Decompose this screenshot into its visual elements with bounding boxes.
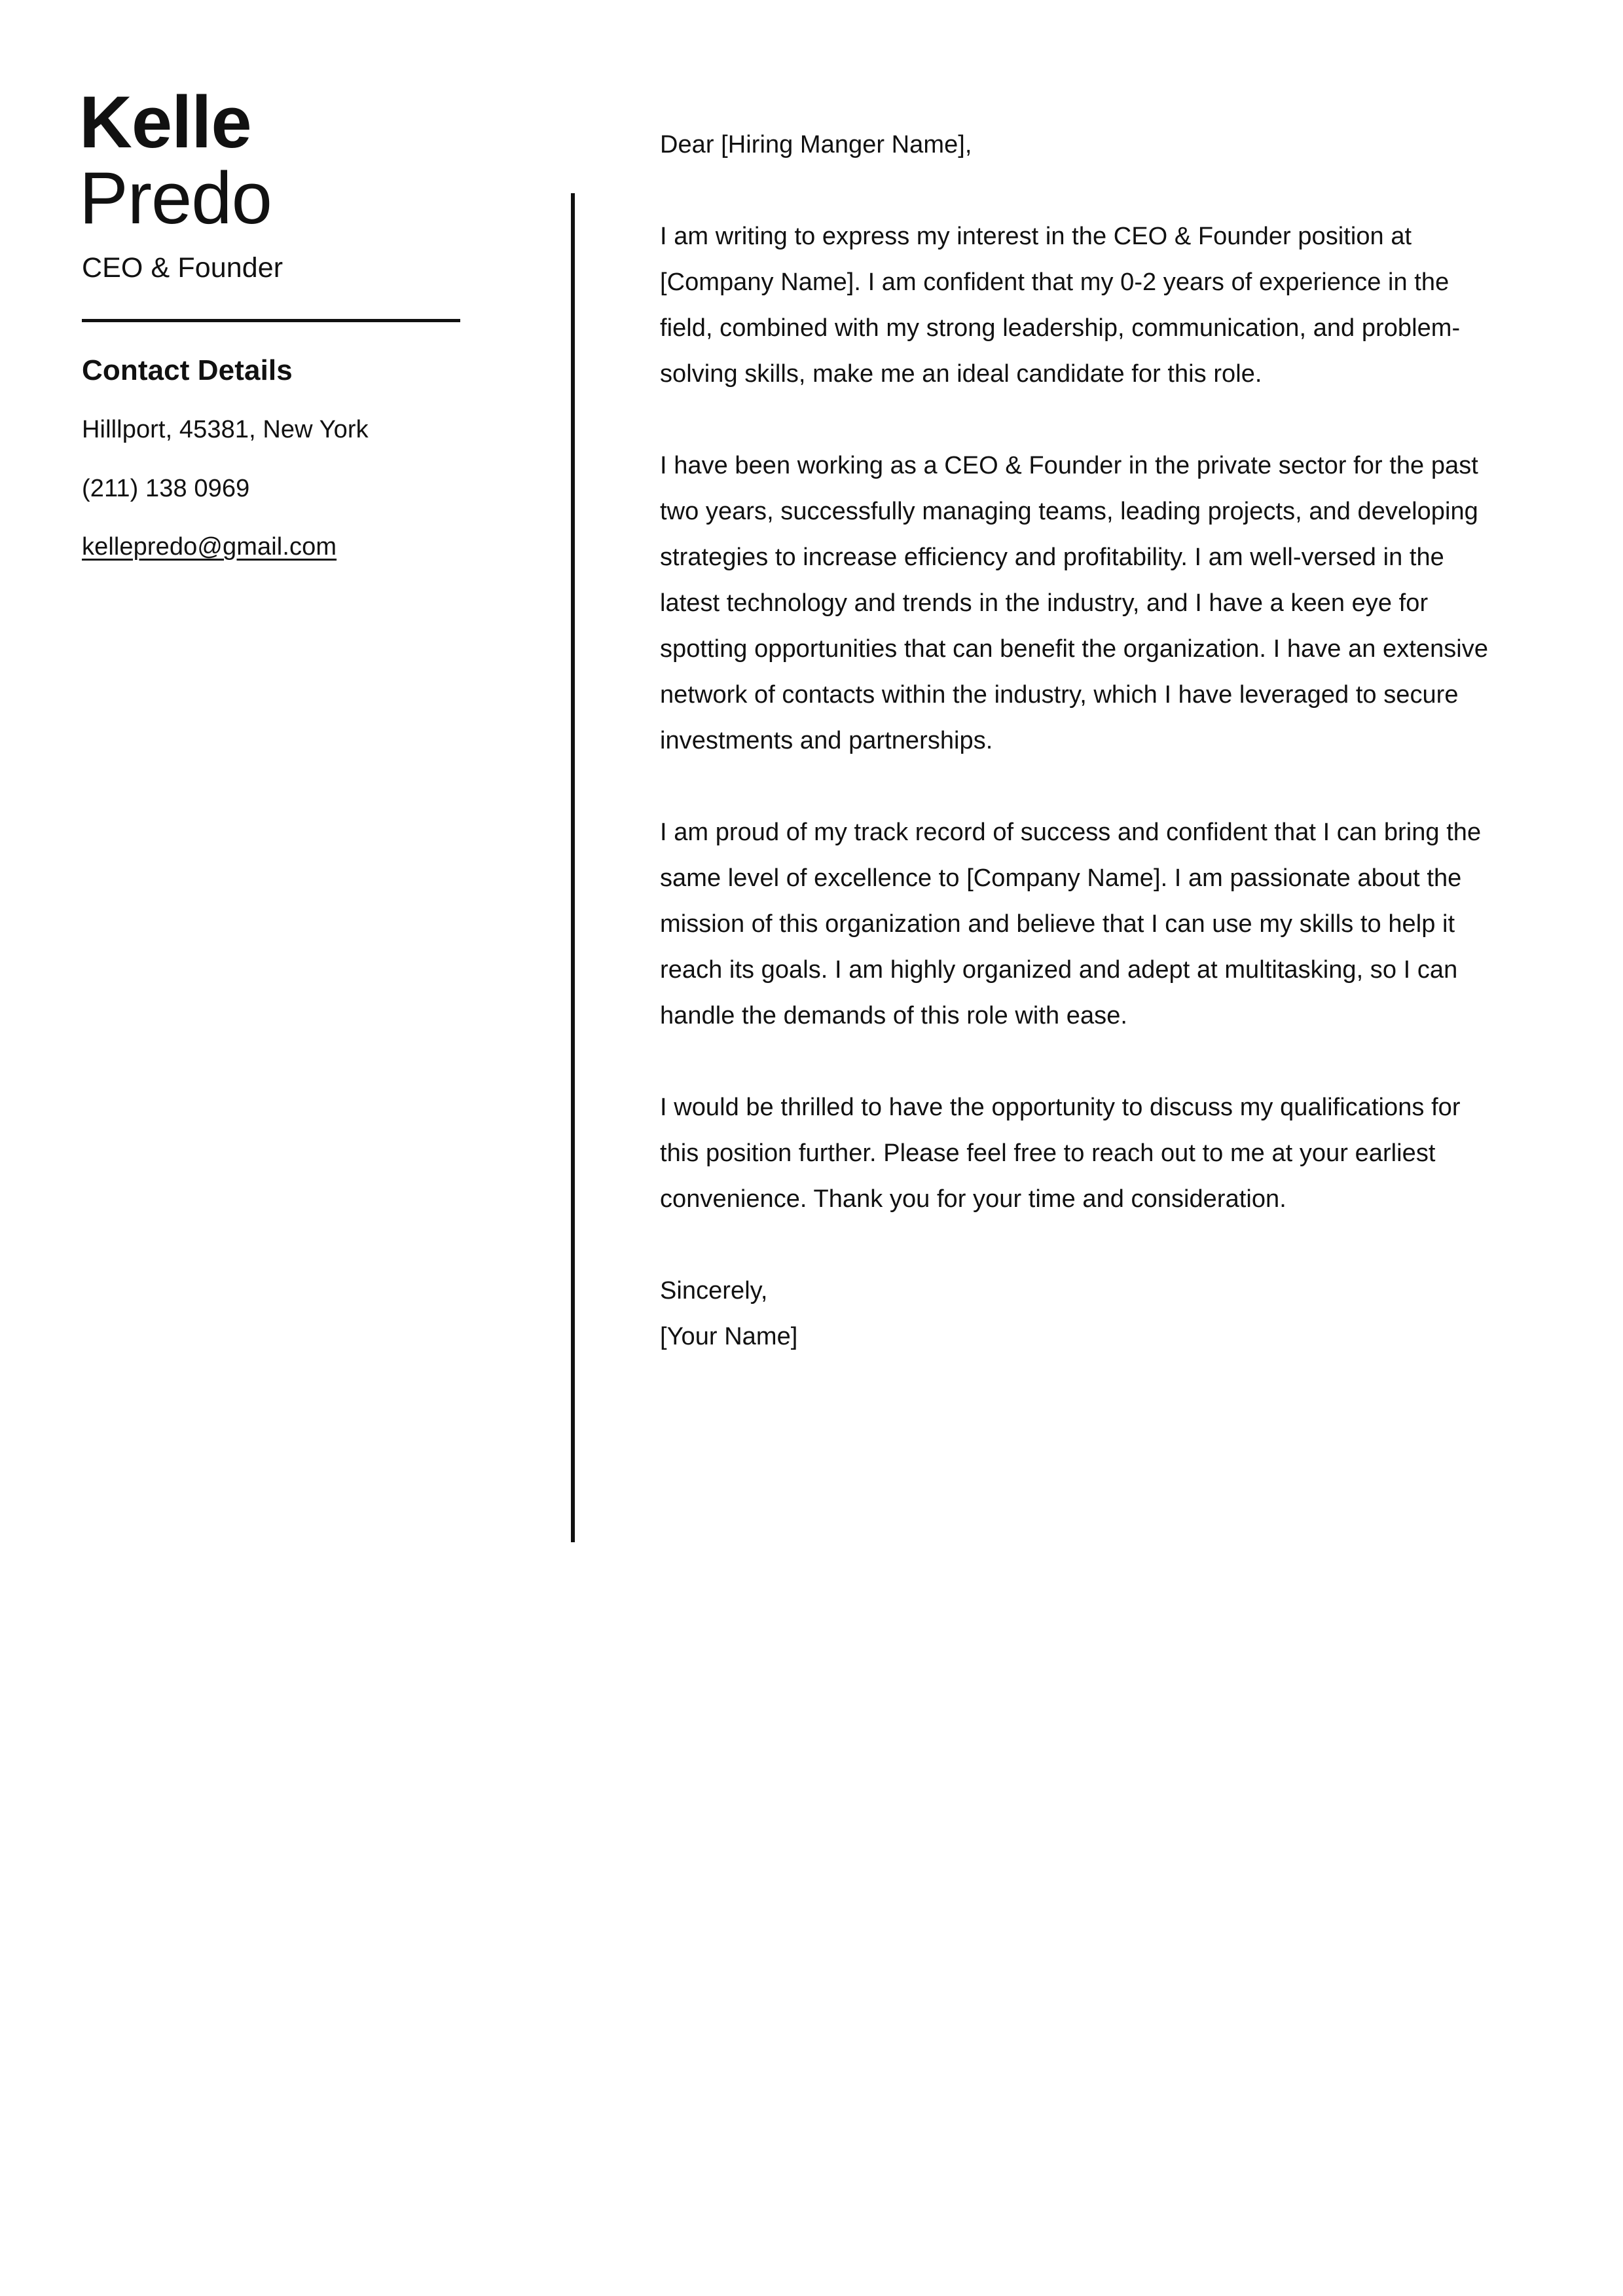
letter-closing: Sincerely,	[660, 1277, 768, 1305]
vertical-divider-rule	[571, 193, 575, 1542]
applicant-first-name: Kelle	[79, 81, 251, 163]
applicant-job-title: CEO & Founder	[82, 251, 283, 284]
applicant-last-name: Predo	[79, 157, 272, 240]
letter-signature-name: [Your Name]	[660, 1323, 798, 1350]
letter-paragraph-4: I would be thrilled to have the opportunity to discuss my qualifications for this position further. Please feel free to reach out to me at your earliest convenience. Thank you for your time and consideration.	[660, 1094, 1461, 1213]
letter-paragraph-1: I am writing to express my interest in the CEO & Founder position at [Company Name]. I am confident that my 0-2 years of experience in the field, combined with my strong leadership, communication, and problem-solving skills, make me an ideal candidate for this role.	[660, 223, 1461, 388]
contact-phone[interactable]: (211) 138 0969	[82, 474, 250, 502]
applicant-name	[79, 81, 501, 240]
letter-paragraph-2: I have been working as a CEO & Founder in the private sector for the past two years, successfully managing teams, leading projects, and developing strategies to increase efficiency and profitability. I am well-versed in the latest technology and trends in the industry, and I have a keen eye for spotting opportunities that can benefit the organization. I have an extensive network of contacts within the industry, which I have leveraged to secure investments and partnerships.	[660, 452, 1489, 754]
contact-email-link[interactable]: kellepredo@gmail.com	[82, 533, 337, 561]
letter-paragraph-3: I am proud of my track record of success and confident that I can bring the same level of excellence to [Company Name]. I am passionate about the mission of this organization and believe that I can use my skills to help it reach its goals. I am highly organized and adept at multitasking, so I can handle the demands of this role with ease.	[660, 819, 1482, 1029]
letter-salutation: Dear [Hiring Manger Name],	[660, 131, 972, 158]
contact-details-heading: Contact Details	[82, 354, 293, 387]
letter-body	[660, 122, 1501, 1360]
letter-signature-block	[660, 1268, 1501, 1360]
sidebar-divider-rule	[82, 319, 460, 322]
sidebar	[79, 81, 501, 563]
contact-address: Hilllport, 45381, New York	[82, 416, 369, 444]
